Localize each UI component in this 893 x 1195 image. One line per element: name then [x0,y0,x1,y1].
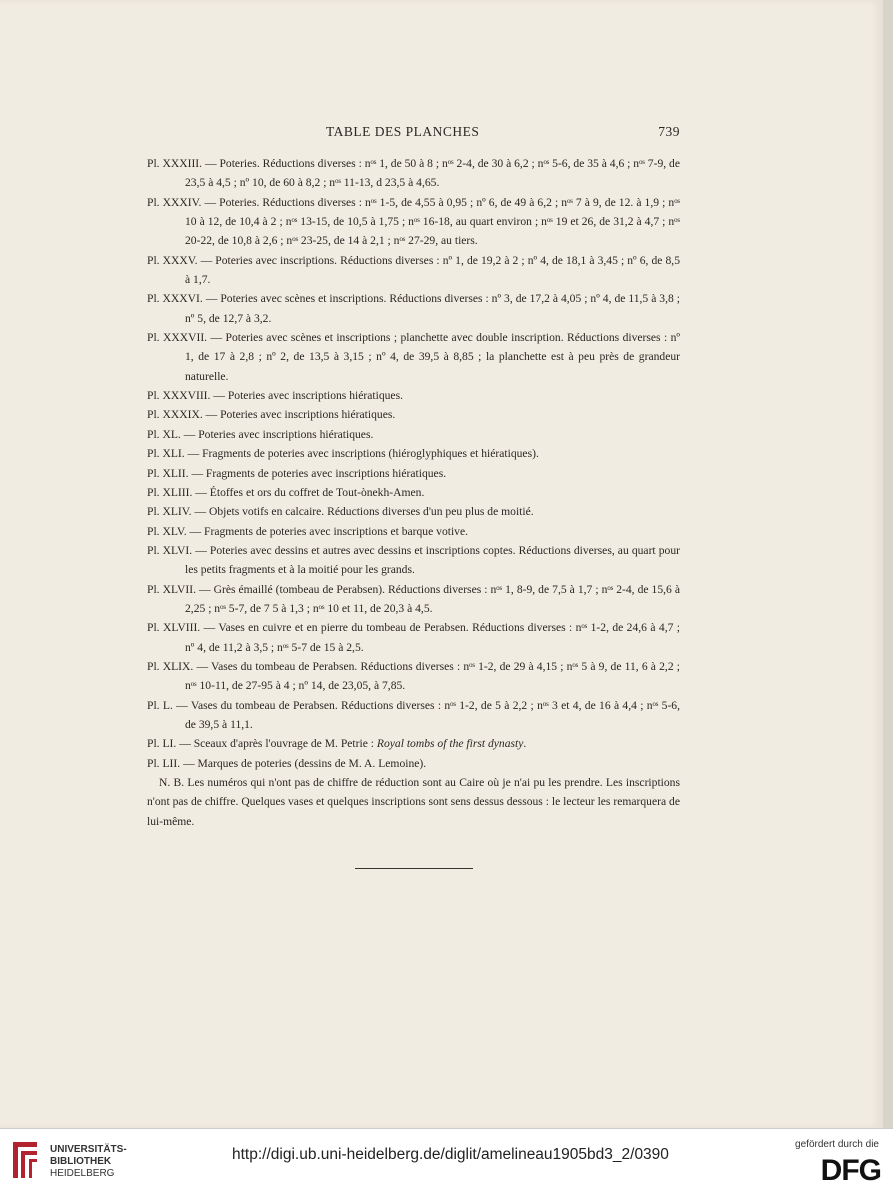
plates-list [147,154,680,831]
library-line: HEIDELBERG [50,1168,115,1179]
plate-entry: Pl. XLII. — Fragments de poteries avec inscriptions hiératiques. [147,466,447,480]
library-line: UNIVERSITÄTS- [50,1144,127,1155]
plate-entry: Pl. XLI. — Fragments de poteries avec inscriptions (hiéroglyphiques et hiératiques). [147,447,539,461]
plate-entry: Pl. XXXVI. — Poteries avec scènes et inscriptions. Réductions diverses : nº 3, de 17,2 à 4,05 ; nº 4, de 11,5 à 3,8 ; nº 5, de 12,7 à 3,2. [147,292,680,325]
library-line: BIBLIOTHEK [50,1156,112,1167]
plate-entry: Pl. XXXIX. — Poteries avec inscriptions hiératiques. [147,408,396,422]
page-edge [883,0,893,1128]
plate-entry: Pl. XLIX. — Vases du tombeau de Perabsen. Réductions diverses : nᵒˢ 1-2, de 29 à 4,15 ; nᵒˢ 5 à 9, de 11, 6 à 2,2 ; nᵒˢ 10-11, de 27-95 à 4 ; nº 14, de 23,05, à 7,85. [147,659,680,693]
plate-entry: Pl. XLVII. — Grès émaillé (tombeau de Perabsen). Réductions diverses : nᵒˢ 1, 8-9, de 7,5 à 1,7 ; nᵒˢ 2-4, de 15,6 à 2,25 ; nᵒˢ 5-7, de 7 5 à 1,3 ; nᵒˢ 10 et 11, de 20,3 à 4,5. [147,582,680,615]
university-library-logo-icon [10,1139,42,1181]
funded-by-label: gefördert durch die [795,1139,879,1150]
nota-bene: N. B. Les numéros qui n'ont pas de chiffre de réduction sont au Caire où je n'ai pu les prendre. Les inscriptions n'ont pas de chiffre. Quelques vases et quelques inscriptions sont sens dessus dessous : le lecteur les remarquera de lui-même. [147,776,680,828]
plate-entry: Pl. L. — Vases du tombeau de Perabsen. Réductions diverses : nᵒˢ 1-2, de 5 à 2,2 ; nᵒˢ 3 et 4, de 16 à 4,4 ; nᵒˢ 5-6, de 39,5 à 11,1. [147,698,680,731]
plate-entry: Pl. XXXIV. — Poteries. Réductions diverses : nᵒˢ 1-5, de 4,55 à 0,95 ; nº 6, de 49 à 6,2 ; nᵒˢ 7 à 9, de 12. à 1,9 ; nᵒˢ 10 à 12, de 10,4 à 2 ; nᵒˢ 13-15, de 10,5 à 1,75 ; nᵒˢ 16-18, au quart environ ; nᵒˢ 19 et 26, de 31,2 à 4,7 ; nᵒˢ 20-22, de 10,8 à 2,6 ; nᵒˢ 23-25, de 14 à 2,1 ; nᵒˢ 27-29, au tiers. [147,195,680,248]
plate-entry: Pl. XLVIII. — Vases en cuivre et en pierre du tombeau de Perabsen. Réductions diverses : nᵒˢ 1-2, de 24,6 à 4,7 ; nº 4, de 11,2 à 3,5 ; nᵒˢ 5-7 de 15 à 2,5. [147,621,680,654]
page-title: TABLE DES PLANCHES [326,124,480,139]
library-name [50,1144,127,1180]
book-title: Royal tombs of the first dynasty [376,737,524,751]
plate-entry: Pl. XXXV. — Poteries avec inscriptions. Réductions diverses : nº 1, de 19,2 à 2 ; nº 4, de 18,1 à 3,45 ; nº 6, de 8,5 à 1,7. [147,253,680,287]
entry-li-suffix: . [523,737,527,751]
plate-entry: Pl. XLVI. — Poteries avec dessins et autres avec dessins et inscriptions coptes. Réductions diverses, au quart pour les petits fragments et à la moitié pour les grands. [147,543,680,577]
plate-entry: Pl. XLIV. — Objets votifs en calcaire. Réductions diverses d'un peu plus de moitié. [147,505,534,519]
plate-entry: Pl. XXXVIII. — Poteries avec inscriptions hiératiques. [147,389,403,403]
plate-entry-li [147,734,680,753]
dfg-logo: DFG [820,1154,881,1187]
plate-entry: Pl. XLV. — Fragments de poteries avec inscriptions et barque votive. [147,524,469,538]
plate-entry: Pl. XL. — Poteries avec inscriptions hiératiques. [147,427,374,441]
section-divider [355,868,473,869]
plate-entry-lii: Pl. LII. — Marques de poteries (dessins de M. A. Lemoine). [147,756,427,770]
footer-bar [0,1128,893,1195]
plate-entry: Pl. XXXIII. — Poteries. Réductions diverses : nᵒˢ 1, de 50 à 8 ; nᵒˢ 2-4, de 30 à 6,2 ; nᵒˢ 5-6, de 35 à 4,6 ; nᵒˢ 7-9, de 23,5 à 4,5 ; nº 10, de 60 à 8,2 ; nᵒˢ 11-13, d 23,5 à 4,65. [147,157,680,190]
entry-li-prefix: Pl. LI. — Sceaux d'après l'ouvrage de M. Petrie : [147,737,377,751]
permalink-url[interactable]: http://digi.ub.uni-heidelberg.de/diglit/amelineau1905bd3_2/0390 [232,1146,669,1163]
plate-entry: Pl. XLIII. — Étoffes et ors du coffret de Tout-ònekh-Amen. [147,485,425,499]
page-number: 739 [658,124,680,139]
plate-entry: Pl. XXXVII. — Poteries avec scènes et inscriptions ; planchette avec double inscription. Réductions diverses : nº 1, de 17 à 2,8 ; nº 2, de 13,5 à 3,15 ; nº 4, de 39,5 à 8,85 ; la planchette est à peu près de grandeur naturelle. [147,331,680,383]
